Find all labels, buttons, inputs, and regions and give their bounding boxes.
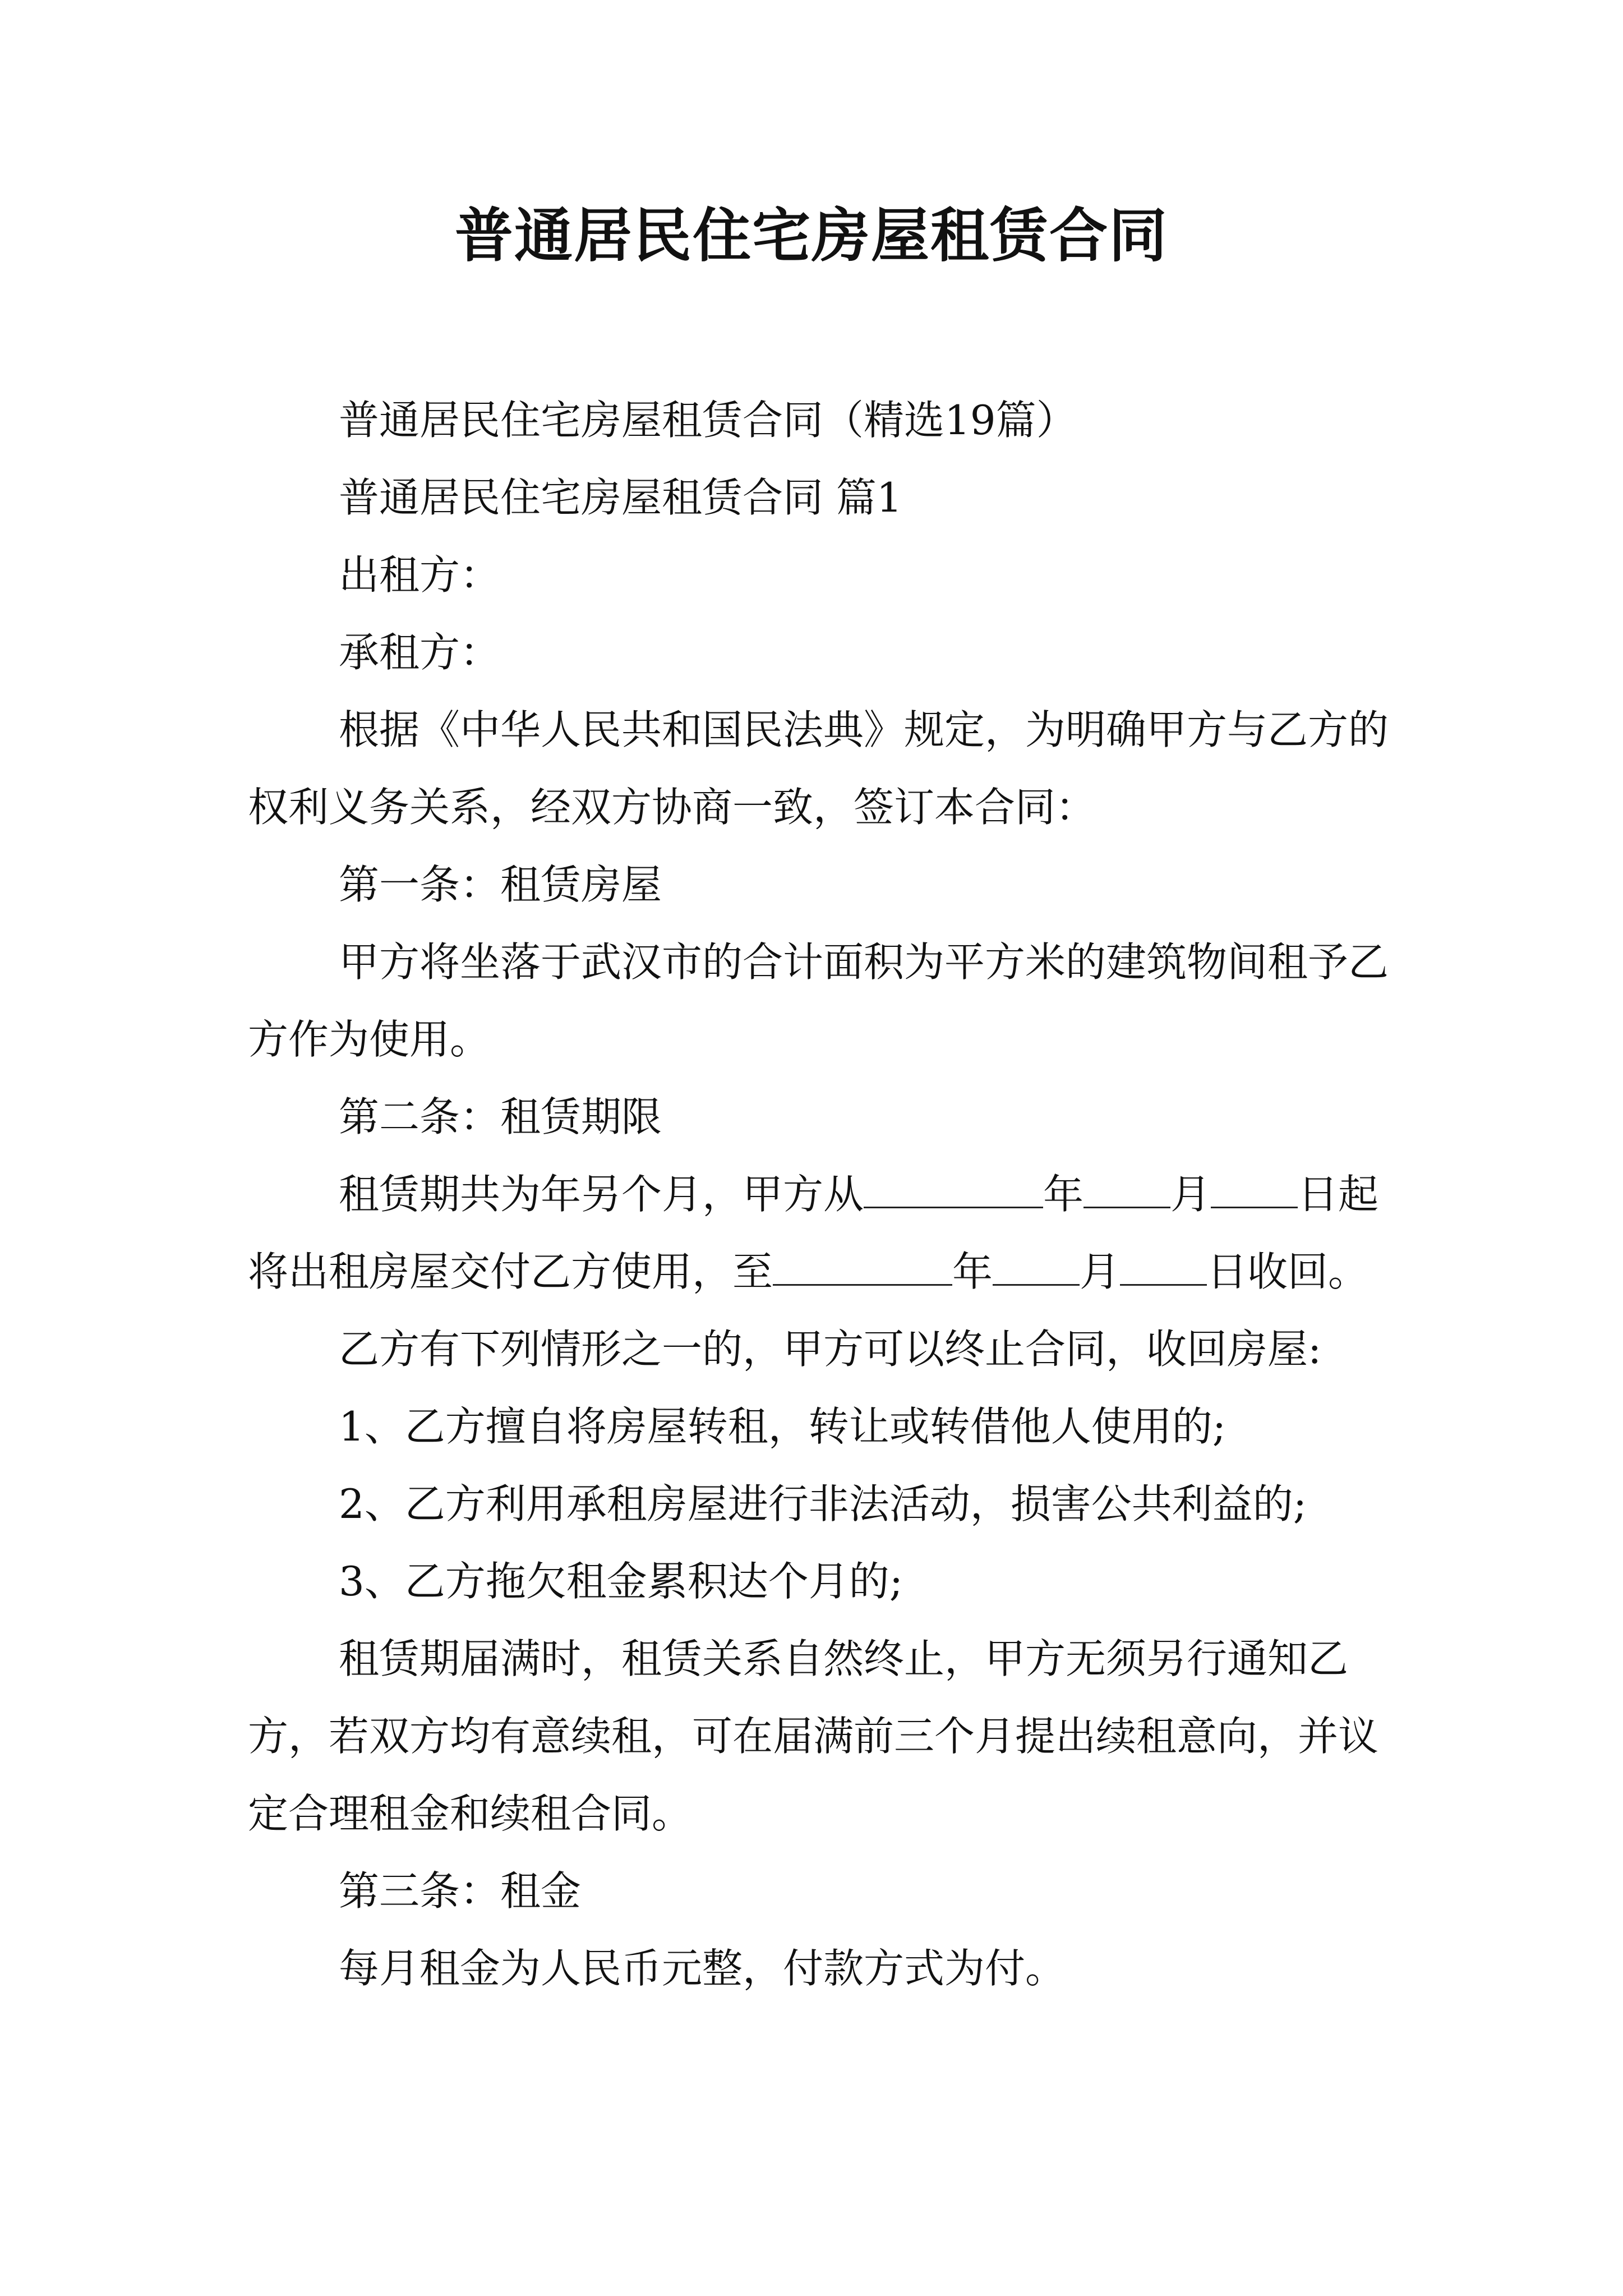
lease-term-text-2: 年	[1043, 1171, 1084, 1218]
paragraph-lessee: 承租方：	[339, 629, 501, 676]
paragraph-preamble: 根据《中华人民共和国民法典》规定，为明确甲方与乙方的权利义务关系，经双方协商一致，签订本合同：	[248, 706, 1389, 831]
lease-term-text-3: 月	[1170, 1171, 1211, 1218]
paragraph-article-1-body: 甲方将坐落于武汉市的合计面积为平方米的建筑物间租予乙方作为使用。	[248, 938, 1389, 1063]
paragraph-lease-expiry: 租赁期届满时，租赁关系自然终止，甲方无须另行通知乙方，若双方均有意续租，可在届满前三个月提出续租意向，并议定合理租金和续租合同。	[248, 1635, 1379, 1837]
paragraph-article-3-heading: 第三条：租金	[339, 1867, 582, 1915]
paragraph-termination-intro: 乙方有下列情形之一的，甲方可以终止合同，收回房屋:	[339, 1326, 1322, 1373]
lease-term-text-7: 日收回。	[1207, 1248, 1369, 1295]
lease-term-text-4: 日起将出租房屋交付乙方使用，至	[248, 1171, 1379, 1295]
blank-end-month	[993, 1248, 1080, 1286]
paragraph-rent: 每月租金为人民币元整，付款方式为付。	[339, 1945, 1066, 1992]
paragraph-section-heading: 普通居民住宅房屋租赁合同 篇1	[339, 474, 902, 521]
document-body	[248, 381, 1392, 2007]
paragraph-termination-item-3: 3、乙方拖欠租金累积达个月的;	[339, 1558, 903, 1605]
paragraph-subtitle: 普通居民住宅房屋租赁合同（精选19篇）	[339, 397, 1077, 444]
document-title: 普通居民住宅房屋租赁合同	[454, 201, 1168, 270]
blank-start-day	[1211, 1170, 1298, 1208]
paragraph-lease-term	[248, 1156, 1392, 1310]
paragraph-lessor: 出租方：	[339, 551, 501, 599]
paragraph-article-2-heading: 第二条：租赁期限	[339, 1093, 662, 1140]
paragraph-termination-item-2: 2、乙方利用承租房屋进行非法活动，损害公共利益的;	[339, 1480, 1307, 1527]
blank-start-year	[864, 1170, 1043, 1208]
blank-start-month	[1083, 1170, 1170, 1208]
lease-term-text-1: 租赁期共为年另个月，甲方从	[339, 1171, 864, 1218]
lease-term-text-5: 年	[952, 1248, 993, 1295]
blank-end-day	[1120, 1248, 1207, 1286]
paragraph-article-1-heading: 第一条：租赁房屋	[339, 861, 662, 908]
paragraph-termination-item-1: 1、乙方擅自将房屋转租，转让或转借他人使用的;	[339, 1403, 1227, 1450]
lease-term-text-6: 月	[1080, 1248, 1121, 1295]
blank-end-year	[773, 1248, 952, 1286]
